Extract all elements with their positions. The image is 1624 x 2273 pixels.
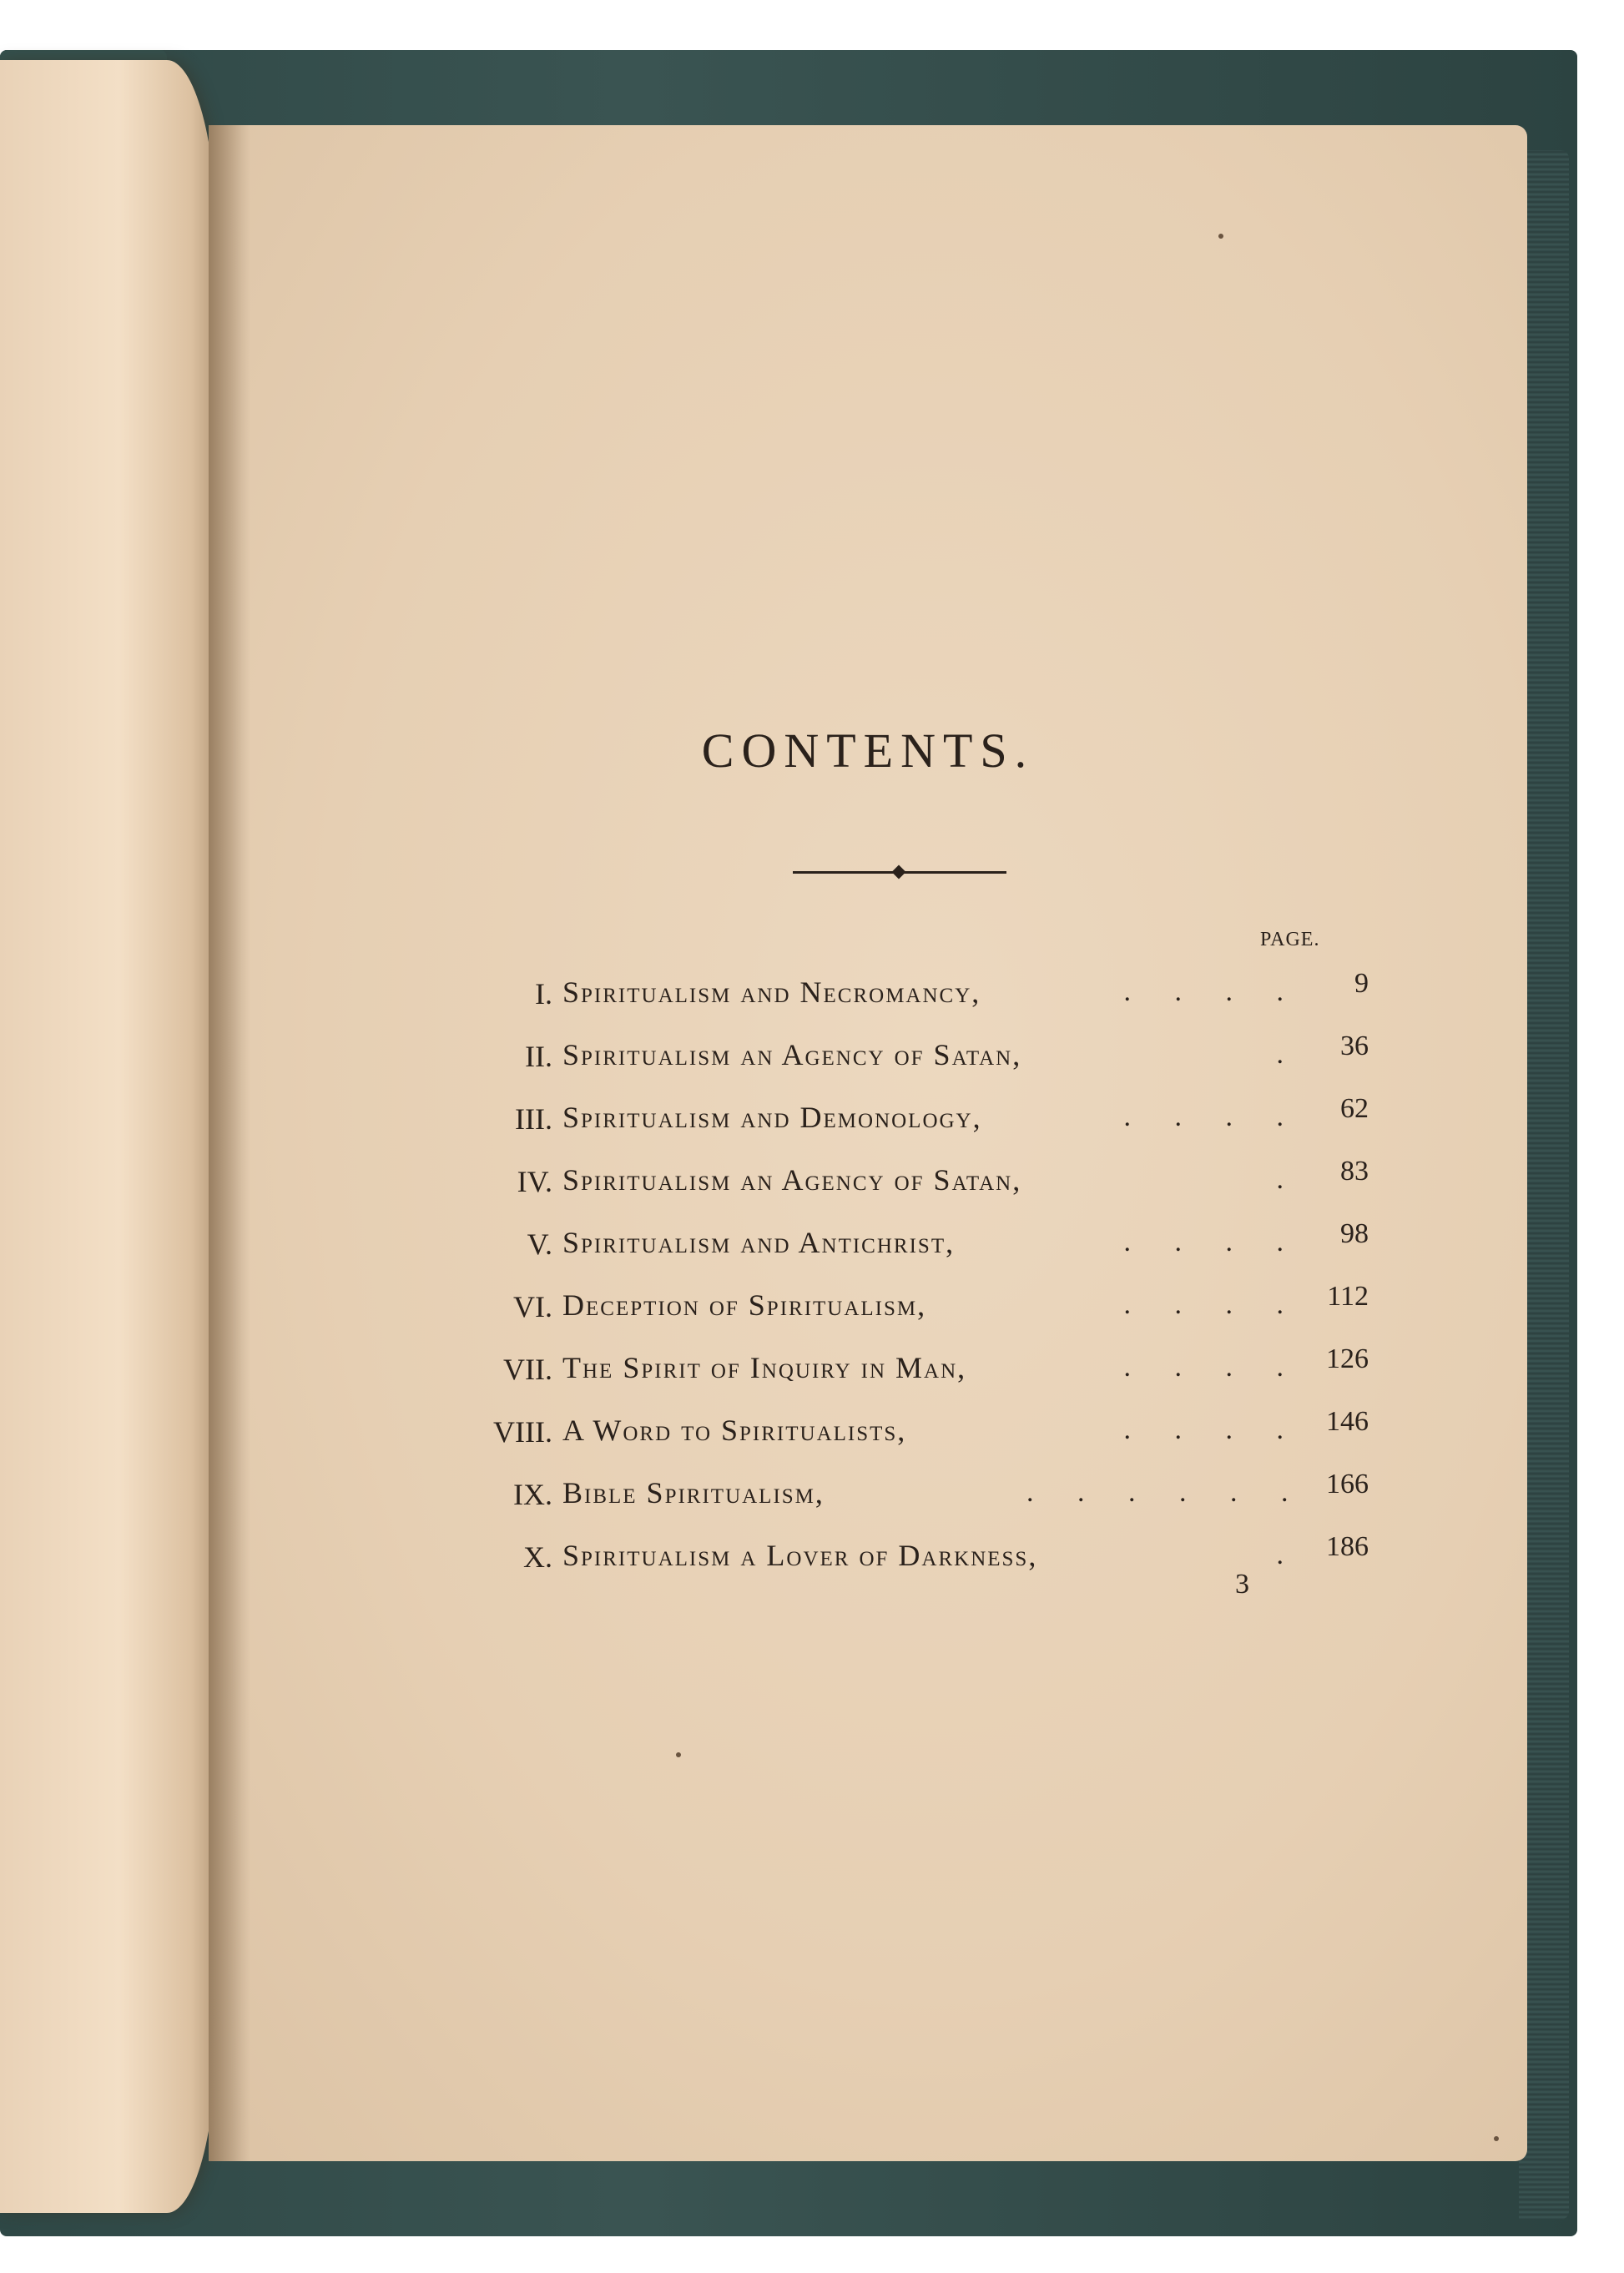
contents-list: [451, 968, 1369, 1594]
heading-ornament: [793, 866, 1006, 878]
chapter-title: Spiritualism an Agency of Satan,: [562, 1038, 1022, 1071]
paper-speck: [1218, 234, 1223, 239]
facing-page-left: [0, 60, 217, 2213]
chapter-numeral: III.: [515, 1102, 552, 1136]
dot-leaders: . . . .: [1123, 1352, 1302, 1383]
contents-entry: [451, 1281, 1369, 1343]
chapter-numeral: VIII.: [493, 1415, 552, 1449]
dot-leaders: . . . .: [1123, 1289, 1302, 1320]
contents-entry: [451, 1031, 1369, 1093]
contents-entry: [451, 1156, 1369, 1218]
paper-speck: [1494, 2136, 1499, 2141]
chapter-numeral: II.: [525, 1040, 552, 1073]
contents-entry: [451, 1531, 1369, 1594]
chapter-numeral: VI.: [513, 1290, 552, 1323]
dot-leaders: . . . .: [1123, 1414, 1302, 1445]
chapter-title: Spiritualism and Demonology,: [562, 1101, 982, 1134]
folio-page-number: 3: [1235, 1569, 1249, 1600]
dot-leaders: . . . .: [1123, 976, 1302, 1007]
chapter-page-number: 83: [1340, 1156, 1369, 1187]
chapter-numeral: VII.: [503, 1353, 552, 1386]
dot-leaders: . . . .: [1123, 1227, 1302, 1257]
chapter-numeral: IX.: [513, 1478, 552, 1511]
chapter-title: Spiritualism and Necromancy,: [562, 975, 981, 1009]
chapter-numeral: I.: [535, 977, 552, 1011]
contents-entry: [451, 1093, 1369, 1156]
contents-entry: [451, 1469, 1369, 1531]
dot-leaders: .: [1276, 1039, 1302, 1070]
chapter-title: The Spirit of Inquiry in Man,: [562, 1351, 967, 1384]
chapter-title: Spiritualism a Lover of Darkness,: [562, 1539, 1038, 1572]
contents-entry: [451, 1406, 1369, 1469]
chapter-numeral: V.: [527, 1227, 552, 1261]
chapter-page-number: 186: [1326, 1531, 1369, 1562]
chapter-title: Spiritualism and Antichrist,: [562, 1226, 956, 1259]
ornament-diamond: [892, 865, 906, 879]
chapter-page-number: 112: [1327, 1281, 1369, 1312]
chapter-title: Spiritualism an Agency of Satan,: [562, 1163, 1022, 1197]
contents-entry: [451, 1343, 1369, 1406]
chapter-numeral: X.: [523, 1540, 552, 1574]
chapter-page-number: 166: [1326, 1469, 1369, 1499]
chapter-page-number: 9: [1354, 968, 1369, 999]
chapter-page-number: 98: [1340, 1218, 1369, 1249]
chapter-page-number: 62: [1340, 1093, 1369, 1124]
page-column-header: PAGE.: [1260, 929, 1320, 950]
contents-entry: [451, 968, 1369, 1031]
dot-leaders: .: [1276, 1540, 1302, 1570]
dot-leaders: . . . . . .: [1026, 1477, 1307, 1508]
chapter-title: Deception of Spiritualism,: [562, 1288, 927, 1322]
gutter-shadow: [209, 125, 250, 2161]
chapter-title: A Word to Spiritualists,: [562, 1414, 907, 1447]
contents-entry: [451, 1218, 1369, 1281]
contents-heading: CONTENTS.: [701, 723, 1035, 778]
chapter-page-number: 36: [1340, 1031, 1369, 1061]
paper-speck: [676, 1752, 681, 1757]
chapter-numeral: IV.: [517, 1165, 552, 1198]
dot-leaders: . . . .: [1123, 1101, 1302, 1132]
chapter-page-number: 126: [1326, 1343, 1369, 1374]
dot-leaders: .: [1276, 1164, 1302, 1195]
chapter-title: Bible Spiritualism,: [562, 1476, 825, 1509]
chapter-page-number: 146: [1326, 1406, 1369, 1437]
